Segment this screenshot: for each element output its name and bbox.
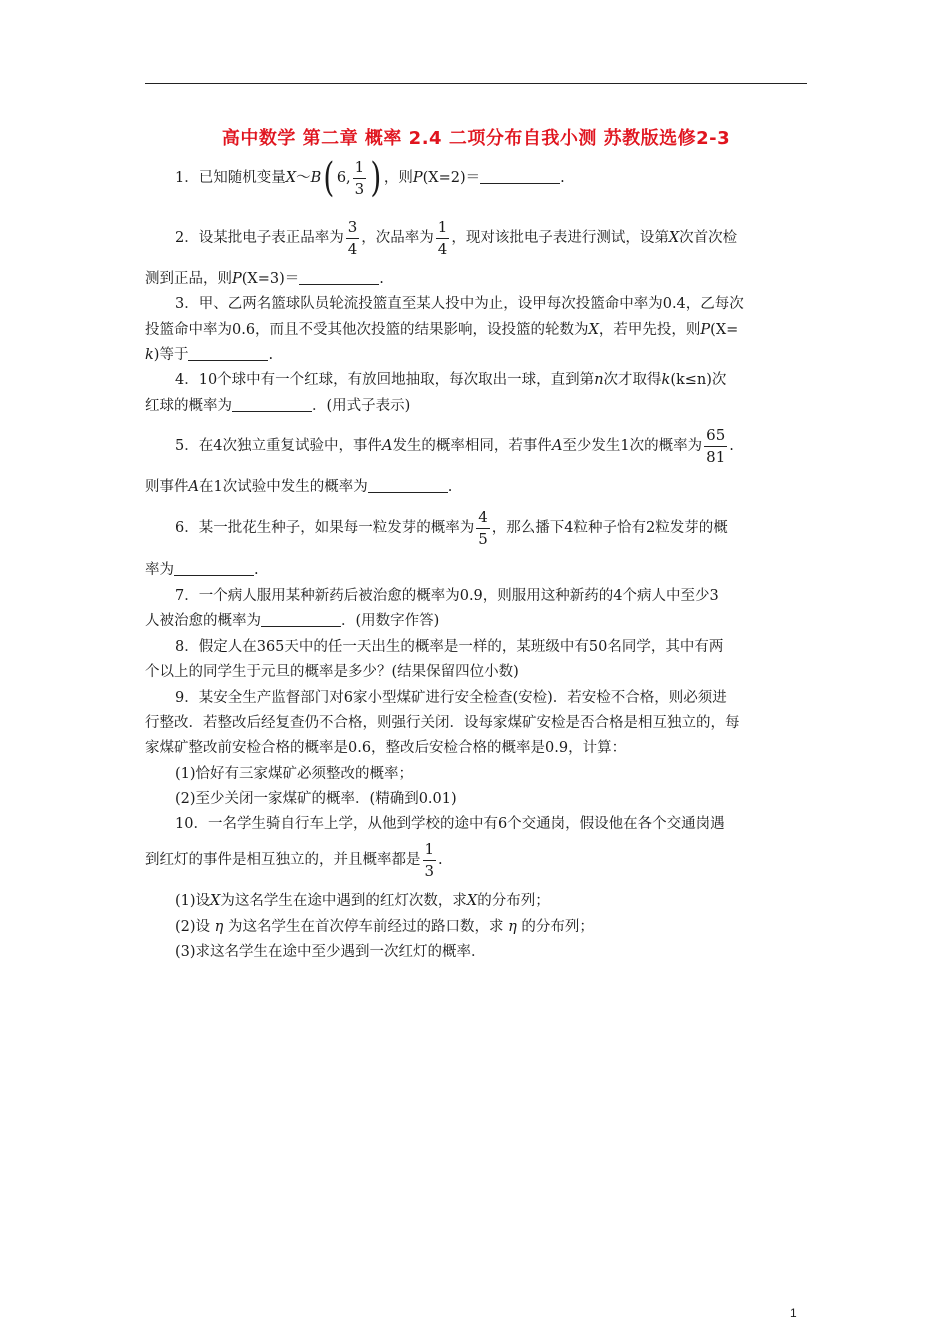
question-2: 2．设某批电子表正品率为 $\frac{3}{4}$ ，次品率为 $\frac{1}{4}$ ，现对该批电子表进行测试，设第X次首次检 xyxy=(175,217,738,258)
answer-blank[interactable] xyxy=(188,346,268,361)
question-7: 7．一个病人服用某种新药后被治愈的概率为0.9，则服用这种新药的4个病人中至少3 xyxy=(175,588,719,604)
question-10: 10．一名学生骑自行车上学，从他到学校的途中有6个交通岗，假设他在各个交通岗遇 xyxy=(175,816,725,832)
answer-blank[interactable] xyxy=(261,612,341,627)
question-1: 1．已知随机变量X～B( 6, $\frac{1}{3}$ ) ，则P(X=2)＝ . xyxy=(175,155,565,201)
question-3-line-3: k)等于 . xyxy=(145,347,274,363)
question-8: 8．假定人在365天中的任一天出生的概率是一样的，某班级中有50名同学，其中有两 xyxy=(175,639,724,655)
fraction: $\frac{4}{5}$ xyxy=(478,507,488,548)
question-5: 5．在4次独立重复试验中，事件A发生的概率相同，若事件A至少发生1次的概率为 $\frac{65}{81}$ . xyxy=(175,425,734,466)
fraction: $\frac{1}{3}$ xyxy=(354,157,365,198)
question-10-part-3: (3)求这名学生在途中至少遇到一次红灯的概率． xyxy=(175,944,486,960)
question-3-line-2: 投篮命中率为0.6，而且不受其他次投篮的结果影响，设投篮的轮数为X，若甲先投，则P(X= xyxy=(145,322,739,338)
question-3: 3．甲、乙两名篮球队员轮流投篮直至某人投中为止，设甲每次投篮命中率为0.4，乙每次 xyxy=(175,296,744,312)
document-title: 高中数学 第二章 概率 2.4 二项分布自我小测 苏教版选修2-3 xyxy=(221,128,731,149)
question-5-line-2: 则事件A在1次试验中发生的概率为 . xyxy=(145,479,453,495)
question-10-line-2: 到红灯的事件是相互独立的，并且概率都是 $\frac{1}{3}$ . xyxy=(145,839,443,880)
answer-blank[interactable] xyxy=(174,561,254,576)
question-6: 6．某一批花生种子，如果每一粒发芽的概率为 $\frac{4}{5}$ ，那么播下4粒种子恰有2粒发芽的概 xyxy=(175,507,728,548)
question-10-part-1: (1)设X为这名学生在途中遇到的红灯次数，求X的分布列； xyxy=(175,893,550,909)
fraction: $\frac{1}{4}$ xyxy=(437,217,448,258)
header-rule xyxy=(145,83,807,84)
answer-blank[interactable] xyxy=(299,270,379,285)
question-9-part-2: (2)至少关闭一家煤矿的概率．(精确到0.01) xyxy=(175,791,457,807)
question-8-line-2: 个以上的同学生于元旦的概率是多少？(结果保留四位小数) xyxy=(145,664,519,680)
question-9-line-2: 行整改．若整改后经复查仍不合格，则强行关闭．设每家煤矿安检是否合格是相互独立的，每 xyxy=(145,715,740,731)
question-2-line-2: 测到正品，则P(X=3)＝ . xyxy=(145,271,384,287)
fraction: $\frac{65}{81}$ xyxy=(706,425,726,466)
question-4: 4．10个球中有一个红球，有放回地抽取，每次取出一球，直到第n次才取得k(k≤n)次 xyxy=(175,372,727,388)
question-6-line-2: 率为 . xyxy=(145,562,259,578)
question-9-part-1: (1)恰好有三家煤矿必须整改的概率； xyxy=(175,766,414,782)
answer-blank[interactable] xyxy=(480,169,560,184)
fraction: $\frac{1}{3}$ xyxy=(424,839,435,880)
right-paren: ) xyxy=(370,155,382,201)
fraction: $\frac{3}{4}$ xyxy=(347,217,358,258)
page-number: 1 xyxy=(790,1306,797,1320)
answer-blank[interactable] xyxy=(232,397,312,412)
answer-blank[interactable] xyxy=(368,478,448,493)
question-9: 9．某安全生产监督部门对6家小型煤矿进行安全检查(安检)．若安检不合格，则必须进 xyxy=(175,690,727,706)
question-10-part-2: (2)设 η 为这名学生在首次停车前经过的路口数，求 η 的分布列； xyxy=(175,919,594,935)
question-7-line-2: 人被治愈的概率为 ．(用数字作答) xyxy=(145,613,440,629)
question-9-line-3: 家煤矿整改前安检合格的概率是0.6，整改后安检合格的概率是0.9，计算： xyxy=(145,740,627,756)
left-paren: ( xyxy=(323,155,335,201)
question-4-line-2: 红球的概率为 ．(用式子表示) xyxy=(145,398,411,414)
